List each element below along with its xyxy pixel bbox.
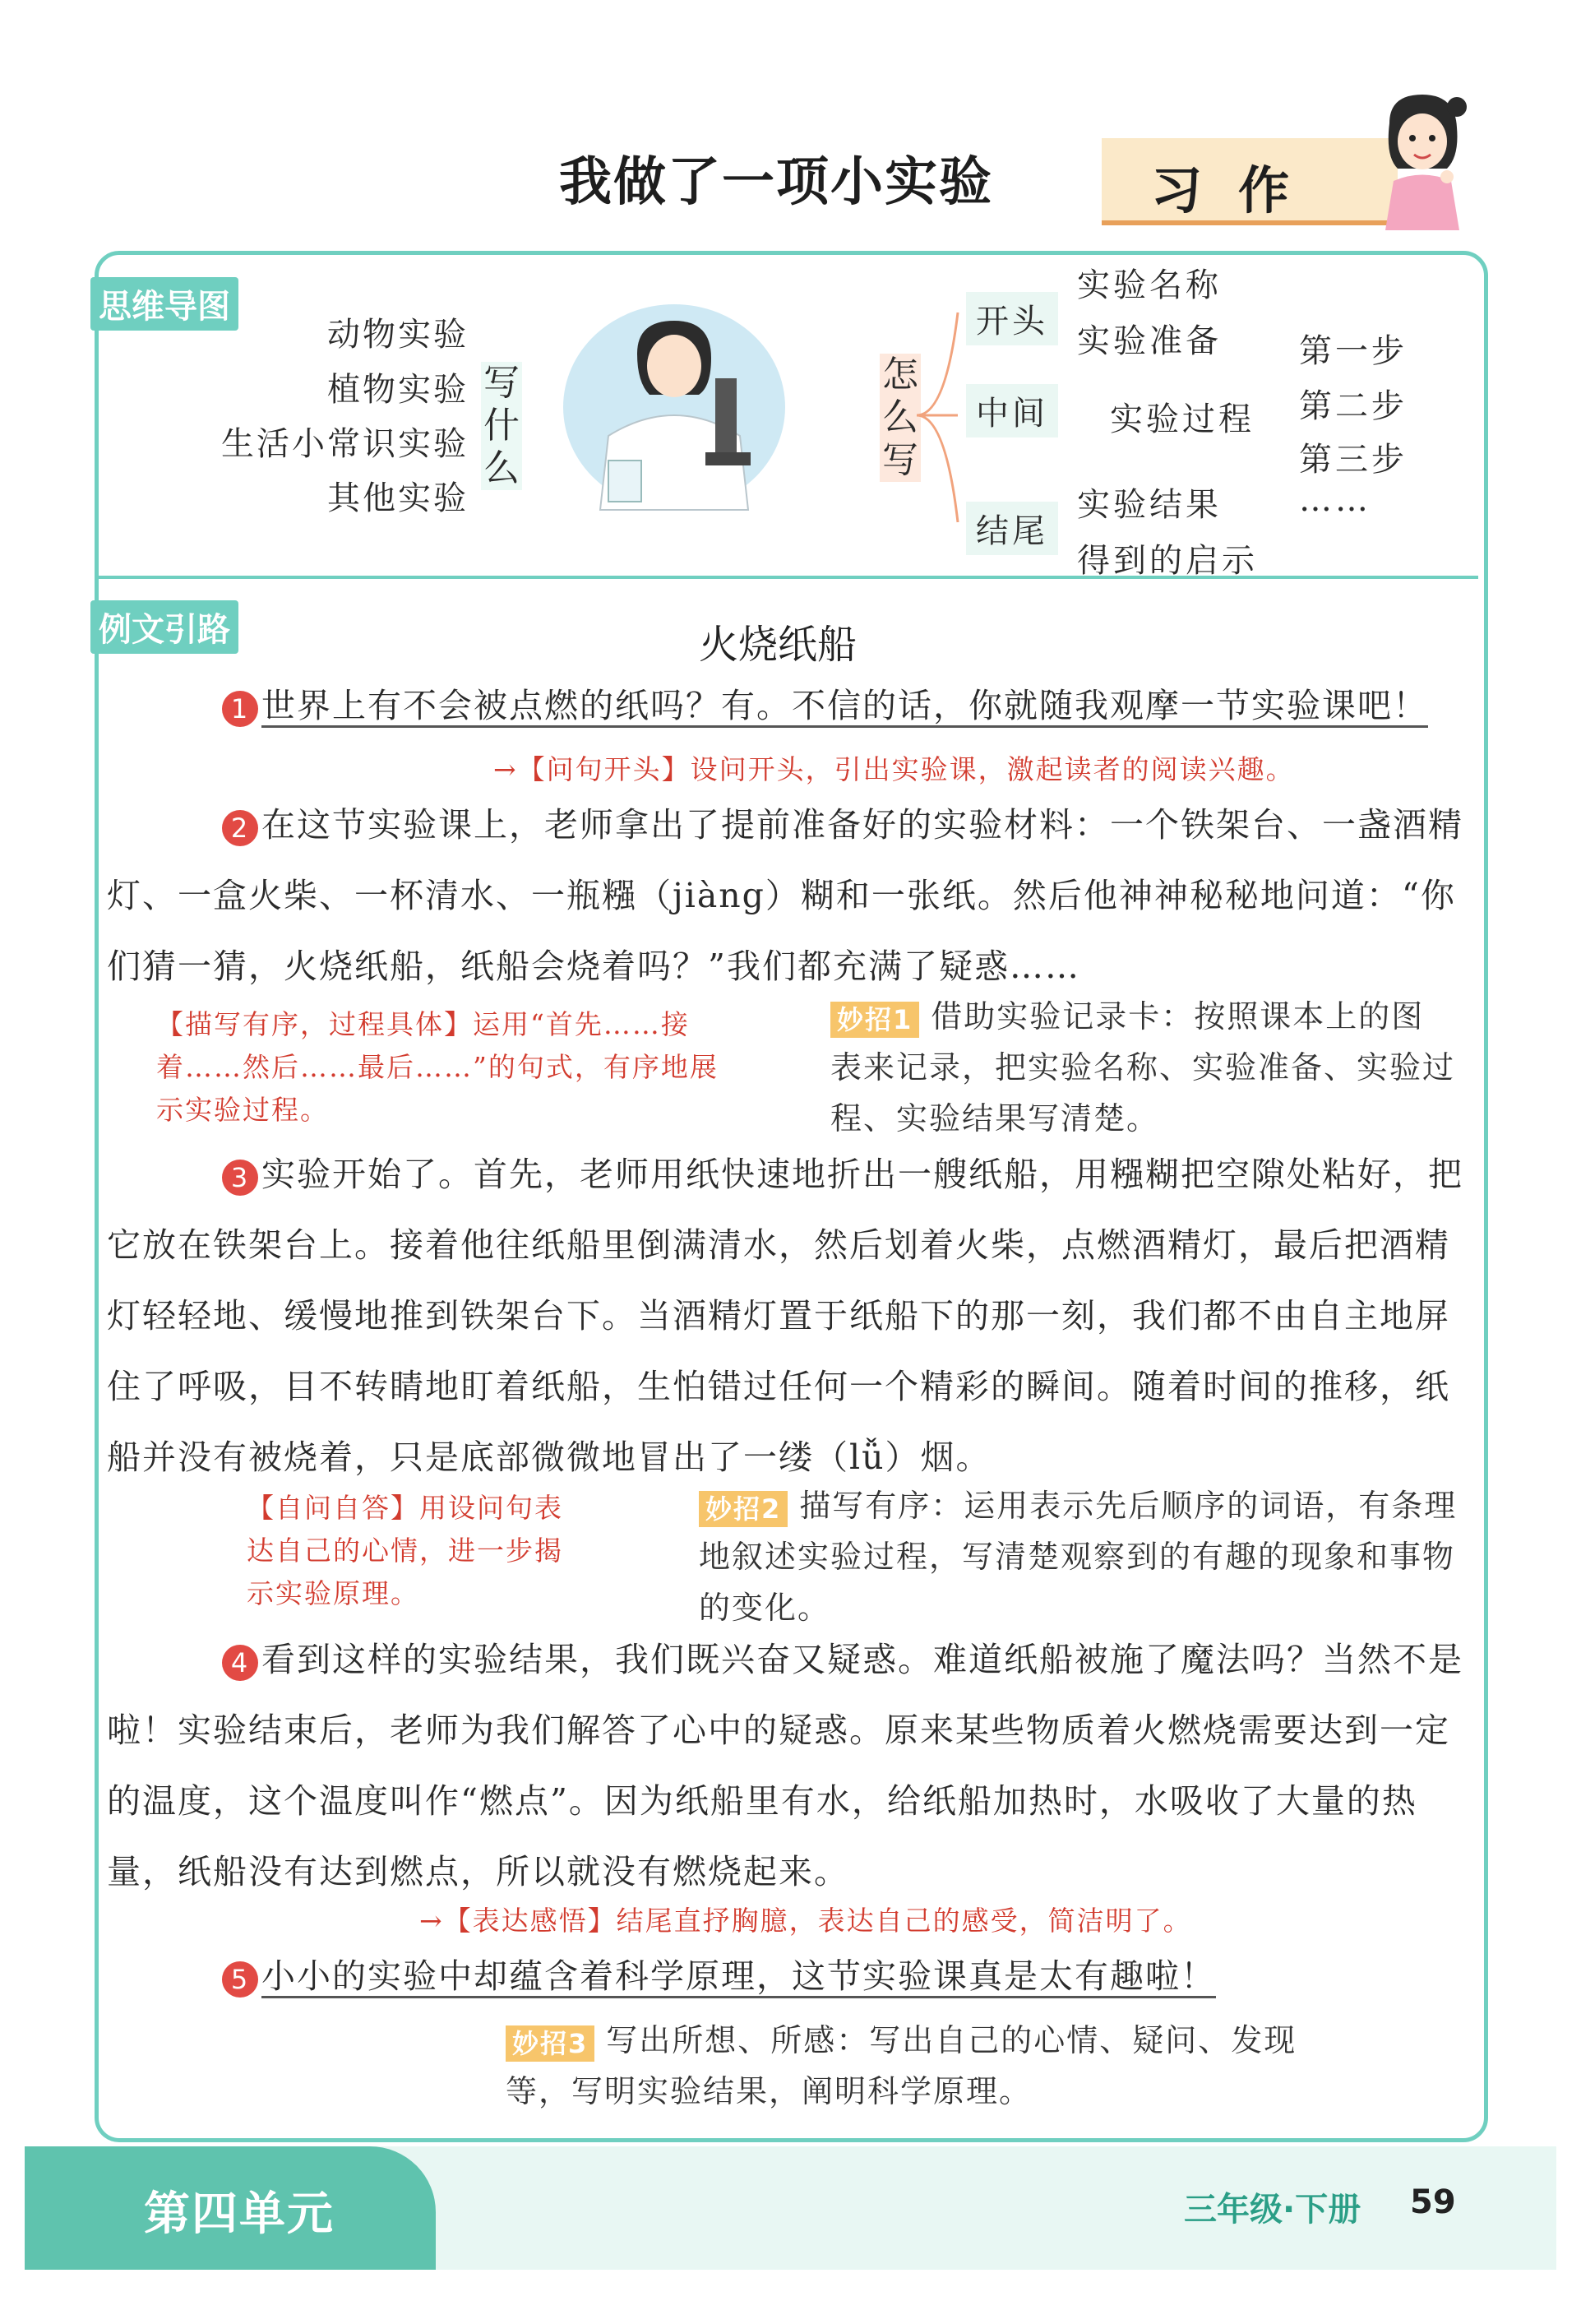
node-middle: 中间 [966,384,1058,437]
tip-3 [506,2015,1311,2117]
annotation-3: 【自问自答】用设问句表达自己的心情，进一步揭示实验原理。 [247,1492,563,1609]
paragraph-number: 5 [222,1961,258,1998]
annotation-2: 【描写有序，过程具体】运用“首先……接着……然后……最后……”的句式，有序地展示实验过程。 [156,1008,719,1126]
branch-lines [913,292,962,539]
annotation-5: →【表达感悟】结尾直抒胸臆，表达自己的感受，简洁明了。 [419,1905,1192,1937]
paragraph-number: 3 [222,1160,258,1196]
step-item: …… [1299,481,1371,519]
girl-mascot-icon [1365,90,1480,230]
paragraph-number: 4 [222,1645,258,1681]
paragraph-number: 1 [222,691,258,727]
ending-item: 得到的启示 [1077,542,1258,580]
paragraph-3 [107,1139,1463,1493]
essay-title: 火烧纸船 [699,622,858,668]
unit-tab [25,2146,436,2270]
what-item: 其他实验 [327,479,469,517]
what-item: 动物实验 [327,316,469,354]
step-item: 第三步 [1299,441,1408,479]
what-to-write-label: 写什么 [481,362,522,490]
paragraph-5 [107,1941,1463,2012]
ending-item: 实验结果 [1077,486,1222,524]
paragraph-2-text: 在这节实验课上，老师拿出了提前准备好的实验材料：一个铁架台、一盏酒精灯、一盒火柴、一杯清水、一瓶糨（jiàng）糊和一张纸。然后他神神秘秘地问道：“你们猜一猜，火烧纸船，纸船会烧着吗？”我们都充满了疑惑…… [107,805,1463,986]
node-beginning: 开头 [966,292,1058,345]
paragraph-1 [107,670,1463,741]
tip-1 [830,991,1455,1144]
step-item: 第二步 [1299,387,1408,425]
step-item: 第一步 [1299,332,1408,370]
section-divider [97,576,1478,579]
beginning-item: 实验名称 [1077,266,1222,304]
paragraph-3-text: 实验开始了。首先，老师用纸快速地折出一艘纸船，用糨糊把空隙处粘好，把它放在铁架台上。接着他往纸船里倒满清水，然后划着火柴，点燃酒精灯，最后把酒精灯轻轻地、缓慢地推到铁架台下。当酒精灯置于纸船下的那一刻，我们都不由自主地屏住了呼吸，目不转睛地盯着纸船，生怕错过任何一个精彩的瞬间。随着时间的推移，纸船并没有被烧着，只是底部微微地冒出了一缕（lǚ）烟。 [107,1155,1463,1477]
paragraph-5-text: 小小的实验中却蕴含着科学原理，这节实验课真是太有趣啦！ [261,1956,1216,1998]
node-ending: 结尾 [966,502,1058,555]
mindmap-label: 思维导图 [90,277,238,331]
paragraph-4-text: 看到这样的实验结果，我们既兴奋又疑惑。难道纸船被施了魔法吗？当然不是啦！实验结束后，老师为我们解答了心中的疑惑。原来某些物质着火燃烧需要达到一定的温度，这个温度叫作“燃点”。因为纸船里有水，给纸船加热时，水吸收了大量的热量，纸船没有达到燃点，所以就没有燃烧起来。 [107,1640,1463,1891]
example-label: 例文引路 [90,600,238,654]
grade-label: 三年级·下册 [1184,2191,1361,2229]
tip-3-text: 写出所想、所感：写出自己的心情、疑问、发现等，写明实验结果，阐明科学原理。 [506,2022,1297,2109]
page-title: 我做了一项小实验 [559,152,993,213]
paragraph-1-text: 世界上有不会被点燃的纸吗？有。不信的话，你就随我观摩一节实验课吧！ [261,686,1428,728]
what-item: 生活小常识实验 [221,425,469,463]
tip-2-badge: 妙招2 [699,1491,788,1527]
what-item: 植物实验 [327,371,469,409]
middle-item: 实验过程 [1110,400,1255,438]
tip-2-text: 描写有序：运用表示先后顺序的词语，有条理地叙述实验过程，写清楚观察到的有趣的现象和事物的变化。 [699,1488,1458,1626]
beginning-item: 实验准备 [1077,322,1222,360]
unit-name: 第四单元 [144,2187,335,2241]
section-tag [1102,138,1398,225]
tip-3-badge: 妙招3 [506,2025,594,2062]
paragraph-4 [107,1624,1463,1907]
paragraph-number: 2 [222,810,258,846]
tip-2 [699,1480,1463,1633]
section-tag-text: 习作 [1151,160,1326,220]
page-number: 59 [1410,2183,1456,2221]
how-to-write-label: 怎么写 [880,354,921,482]
scientist-illustration [559,296,789,518]
annotation-1: →【问句开头】设问开头，引出实验课，激起读者的阅读兴趣。 [493,753,1295,785]
paragraph-2 [107,789,1463,1002]
tip-1-text: 借助实验记录卡：按照课本上的图表来记录，把实验名称、实验准备、实验过程、实验结果写清楚。 [830,998,1456,1137]
tip-1-badge: 妙招1 [830,1002,919,1038]
